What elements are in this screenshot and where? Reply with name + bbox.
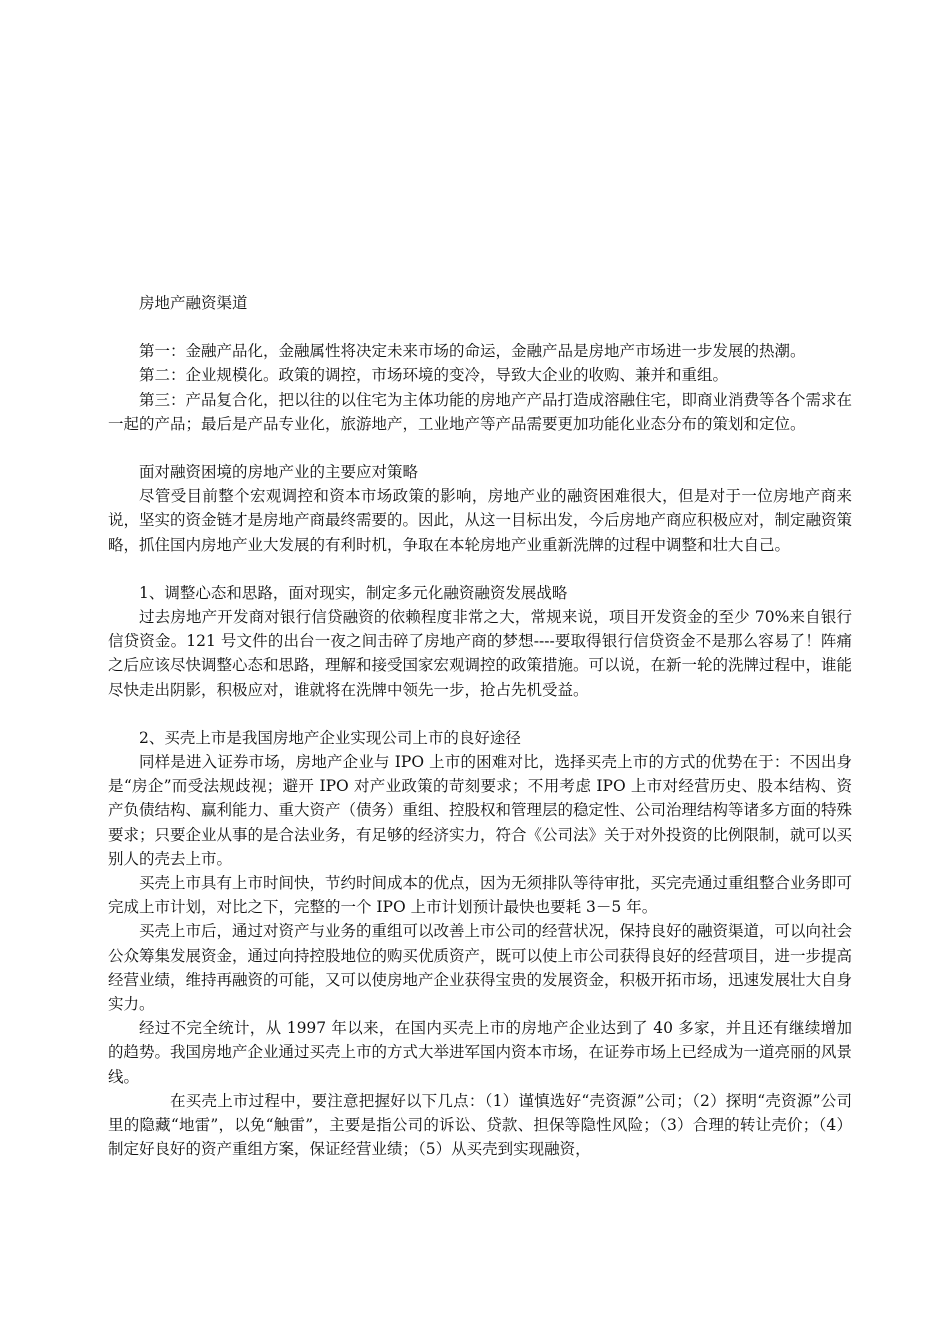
section-2-paragraph-1: 同样是进入证券市场，房地产企业与 IPO 上市的困难对比，选择买壳上市的方式的优势在于：不因出身是“房企”而受法规歧视；避开 IPO 对产业政策的苛刻要求；不用考虑 IPO 上市对经营历史、股本结构、资产负债结构、赢利能力、重大资产（债务）重组、控股权和管理层的稳定性、公司治理结构等诸多方面的特殊要求；只要企业从事的是合法业务，有足够的经济实力，符合《公司法》关于对外投资的比例限制，就可以买别人的壳去上市。 (108, 753, 853, 868)
spacer (108, 315, 852, 339)
section-2-paragraph-2: 买壳上市具有上市时间快，节约时间成本的优点，因为无须排队等待审批，买完壳通过重组整合业务即可完成上市计划，对比之下，完整的一个 IPO 上市计划预计最快也要耗 3－5 年。 (108, 874, 853, 917)
section-2-paragraph-5: 在买壳上市过程中，要注意把握好以下几点：（1）谨慎选好“壳资源”公司；（2）探明“壳资源”公司里的隐藏“地雷”，以免“触雷”，主要是指公司的诉讼、贷款、担保等隐性风险；（3）合理的转让壳价；（4）制定好良好的资产重组方案，保证经营业绩；（5）从买壳到实现融资， (108, 1091, 852, 1159)
section-2-heading: 2、买壳上市是我国房地产企业实现公司上市的良好途径 (139, 728, 521, 747)
document-title: 房地产融资渠道 (139, 294, 248, 312)
section-2-paragraph-4: 经过不完全统计，从 1997 年以来，在国内买壳上市的房地产企业达到了 40 多家，并且还有继续增加的趋势。我国房地产企业通过买壳上市的方式大举进军国内资本市场，在证券市场上已经成为一道亮丽的风景线。 (108, 1019, 853, 1086)
spacer (108, 436, 852, 460)
section-2-paragraph-3: 买壳上市后，通过对资产与业务的重组可以改善上市公司的经营状况，保持良好的融资渠道，可以向社会公众筹集发展资金，通过向持控股地位的购买优质资产，既可以使上市公司获得良好的经营项目，进一步提高经营业绩，维持再融资的可能，又可以使房地产企业获得宝贵的发展资金，积极开拓市场，迅速发展壮大自身实力。 (108, 922, 853, 1014)
strategy-body: 尽管受目前整个宏观调控和资本市场政策的影响，房地产业的融资困难很大，但是对于一位房地产商来说，坚实的资金链才是房地产商最终需要的。因此，从这一目标出发，今后房地产商应积极应对，制定融资策略，抓住国内房地产业大发展的有利时机，争取在本轮房地产业重新洗牌的过程中调整和壮大自己。 (108, 487, 853, 554)
document-page (108, 291, 852, 1162)
spacer (108, 702, 852, 726)
trend-paragraph-2: 第二：企业规模化。政策的调控，市场环境的变冷，导致大企业的收购、兼并和重组。 (139, 366, 729, 385)
strategy-heading: 面对融资困境的房地产业的主要应对策略 (139, 463, 419, 482)
trend-paragraph-3: 第三：产品复合化，把以往的以住宅为主体功能的房地产产品打造成溶融住宅，即商业消费等各个需求在一起的产品；最后是产品专业化，旅游地产，工业地产等产品需要更加功能化业态分布的策划和定位。 (108, 390, 853, 433)
spacer (108, 557, 852, 581)
trend-paragraph-1: 第一：金融产品化，金融属性将决定未来市场的命运，金融产品是房地产市场进一步发展的热潮。 (139, 342, 806, 361)
section-1-heading: 1、调整心态和思路，面对现实，制定多元化融资融资发展战略 (139, 583, 568, 602)
section-1-body: 过去房地产开发商对银行信贷融资的依赖程度非常之大，常规来说，项目开发资金的至少 70%来自银行信贷资金。121 号文件的出台一夜之间击碎了房地产商的梦想----要取得银行信贷资金不是那么容易了！阵痛之后应该尽快调整心态和思路，理解和接受国家宏观调控的政策措施。可以说，在新一轮的洗牌过程中，谁能尽快走出阴影，积极应对，谁就将在洗牌中领先一步，抢占先机受益。 (108, 608, 853, 699)
